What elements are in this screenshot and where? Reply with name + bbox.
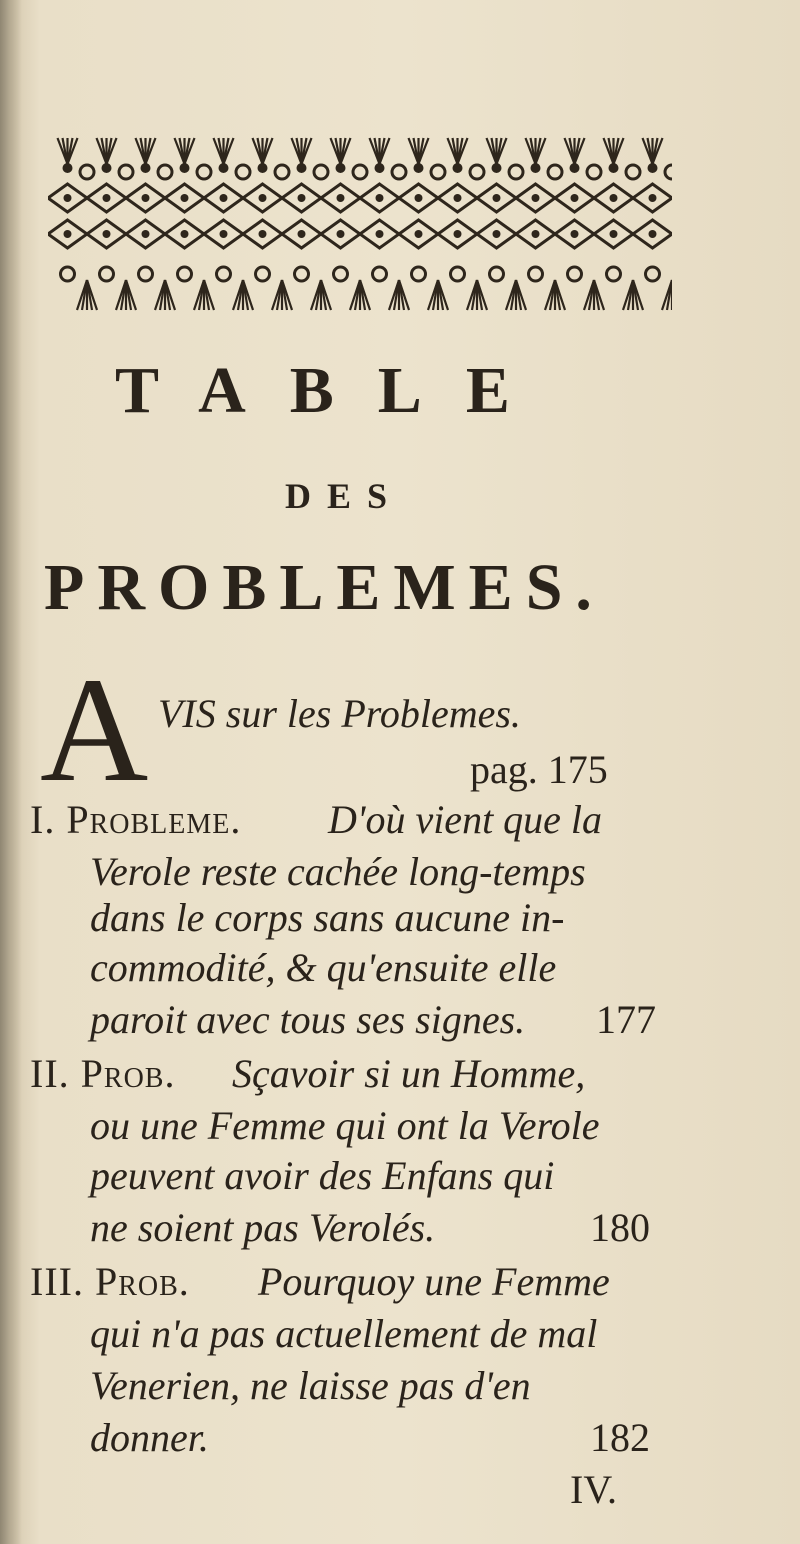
entry-2-line-4: ne soient pas Verolés. [90,1205,436,1250]
entry-2-line-1: Sçavoir si un Homme, [232,1051,586,1096]
entry-1-page: 177 [596,997,656,1042]
entry-3-line-4: donner. [90,1415,209,1460]
floral-ornament-band [48,128,672,320]
entry-2-line-3: peuvent avoir des Enfans qui [90,1153,555,1198]
title-problemes: PROBLEMES. [44,551,605,624]
entry-1-label: I. Probleme. [30,797,242,842]
entry-3-line-2: qui n'a pas actuellement de mal [90,1311,598,1356]
entry-2-label: II. Prob. [30,1051,176,1096]
entry-1-line-3: dans le corps sans aucune in- [90,895,565,940]
entry-1-line-5: paroit avec tous ses signes. [90,997,526,1042]
entry-2-page: 180 [590,1205,650,1250]
page-binding-shadow [0,0,22,1544]
title-des: DES [285,476,404,516]
catchword: IV. [570,1467,618,1512]
dropcap-letter: A [40,647,149,813]
entry-3-line-3: Venerien, ne laisse pas d'en [90,1363,531,1408]
entry-3-page: 182 [590,1415,650,1460]
entry-1-line-2: Verole reste cachée long-temps [90,849,586,894]
avis-text: VIS sur les Problemes. [158,691,521,736]
entry-1-line-1: D'où vient que la [328,797,603,842]
entry-3-line-1: Pourquoy une Femme [258,1259,610,1304]
entry-1-line-4: commodité, & qu'ensuite elle [90,945,557,990]
entry-2-line-2: ou une Femme qui ont la Verole [90,1103,600,1148]
title-table: TABLE [115,354,554,427]
entry-3-label: III. Prob. [30,1259,190,1304]
avis-page: pag. 175 [470,747,608,792]
